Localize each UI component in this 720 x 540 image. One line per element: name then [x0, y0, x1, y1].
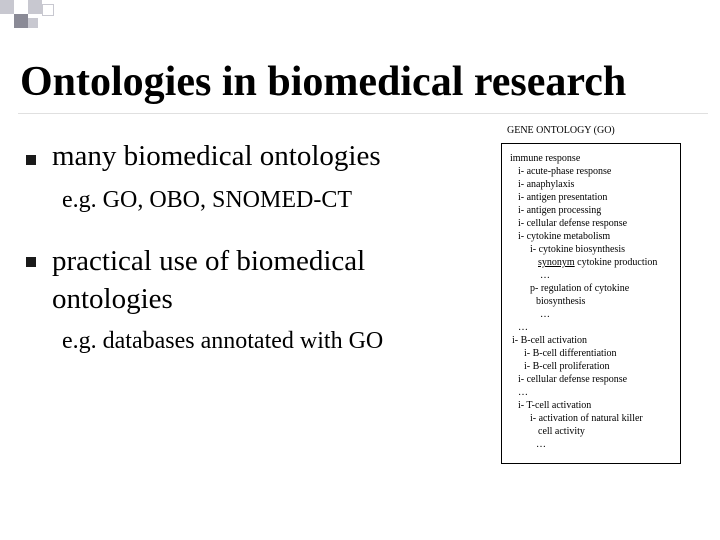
go-term: i- antigen presentation — [518, 192, 608, 203]
ellipsis: … — [518, 322, 528, 333]
slide-title: Ontologies in biomedical research — [20, 59, 627, 105]
go-term: p- regulation of cytokine — [530, 283, 630, 294]
go-term: i- activation of natural killer — [530, 413, 643, 424]
corner-decoration — [0, 0, 60, 40]
bullet-square-icon — [26, 155, 36, 165]
go-term: i- B-cell proliferation — [524, 361, 610, 372]
bullet-2-text: practical use of biomedical ontologies — [52, 245, 366, 315]
title-divider — [18, 113, 708, 114]
bullet-1-text: many biomedical ontologies — [52, 140, 381, 172]
synonym-label: synonym — [538, 257, 575, 268]
go-term-synonym-row — [538, 256, 657, 269]
ellipsis: … — [518, 387, 528, 398]
ellipsis: … — [536, 439, 546, 450]
go-term: cytokine production — [577, 257, 658, 268]
go-term: i- cellular defense response — [518, 374, 628, 385]
go-panel — [501, 143, 681, 464]
go-term: i- antigen processing — [518, 205, 602, 216]
go-term: i- B-cell differentiation — [524, 348, 617, 359]
ellipsis: … — [540, 270, 550, 281]
bullet-1-subtext: e.g. GO, OBO, SNOMED-CT — [62, 187, 352, 213]
go-term: i- cellular defense response — [518, 218, 628, 229]
go-term: i- cytokine biosynthesis — [530, 244, 625, 255]
go-panel-heading: GENE ONTOLOGY (GO) — [507, 125, 615, 136]
go-term: i- T-cell activation — [518, 400, 592, 411]
go-term: i- acute-phase response — [518, 166, 612, 177]
go-term: i- B-cell activation — [512, 335, 587, 346]
go-term: immune response — [510, 153, 581, 164]
ellipsis: … — [540, 309, 550, 320]
bullet-square-icon — [26, 257, 36, 267]
go-term: i- anaphylaxis — [518, 179, 575, 190]
go-term: biosynthesis — [536, 296, 586, 307]
go-term: i- cytokine metabolism — [518, 231, 611, 242]
bullet-2-subtext: e.g. databases annotated with GO — [62, 328, 384, 354]
go-term: cell activity — [538, 426, 585, 437]
